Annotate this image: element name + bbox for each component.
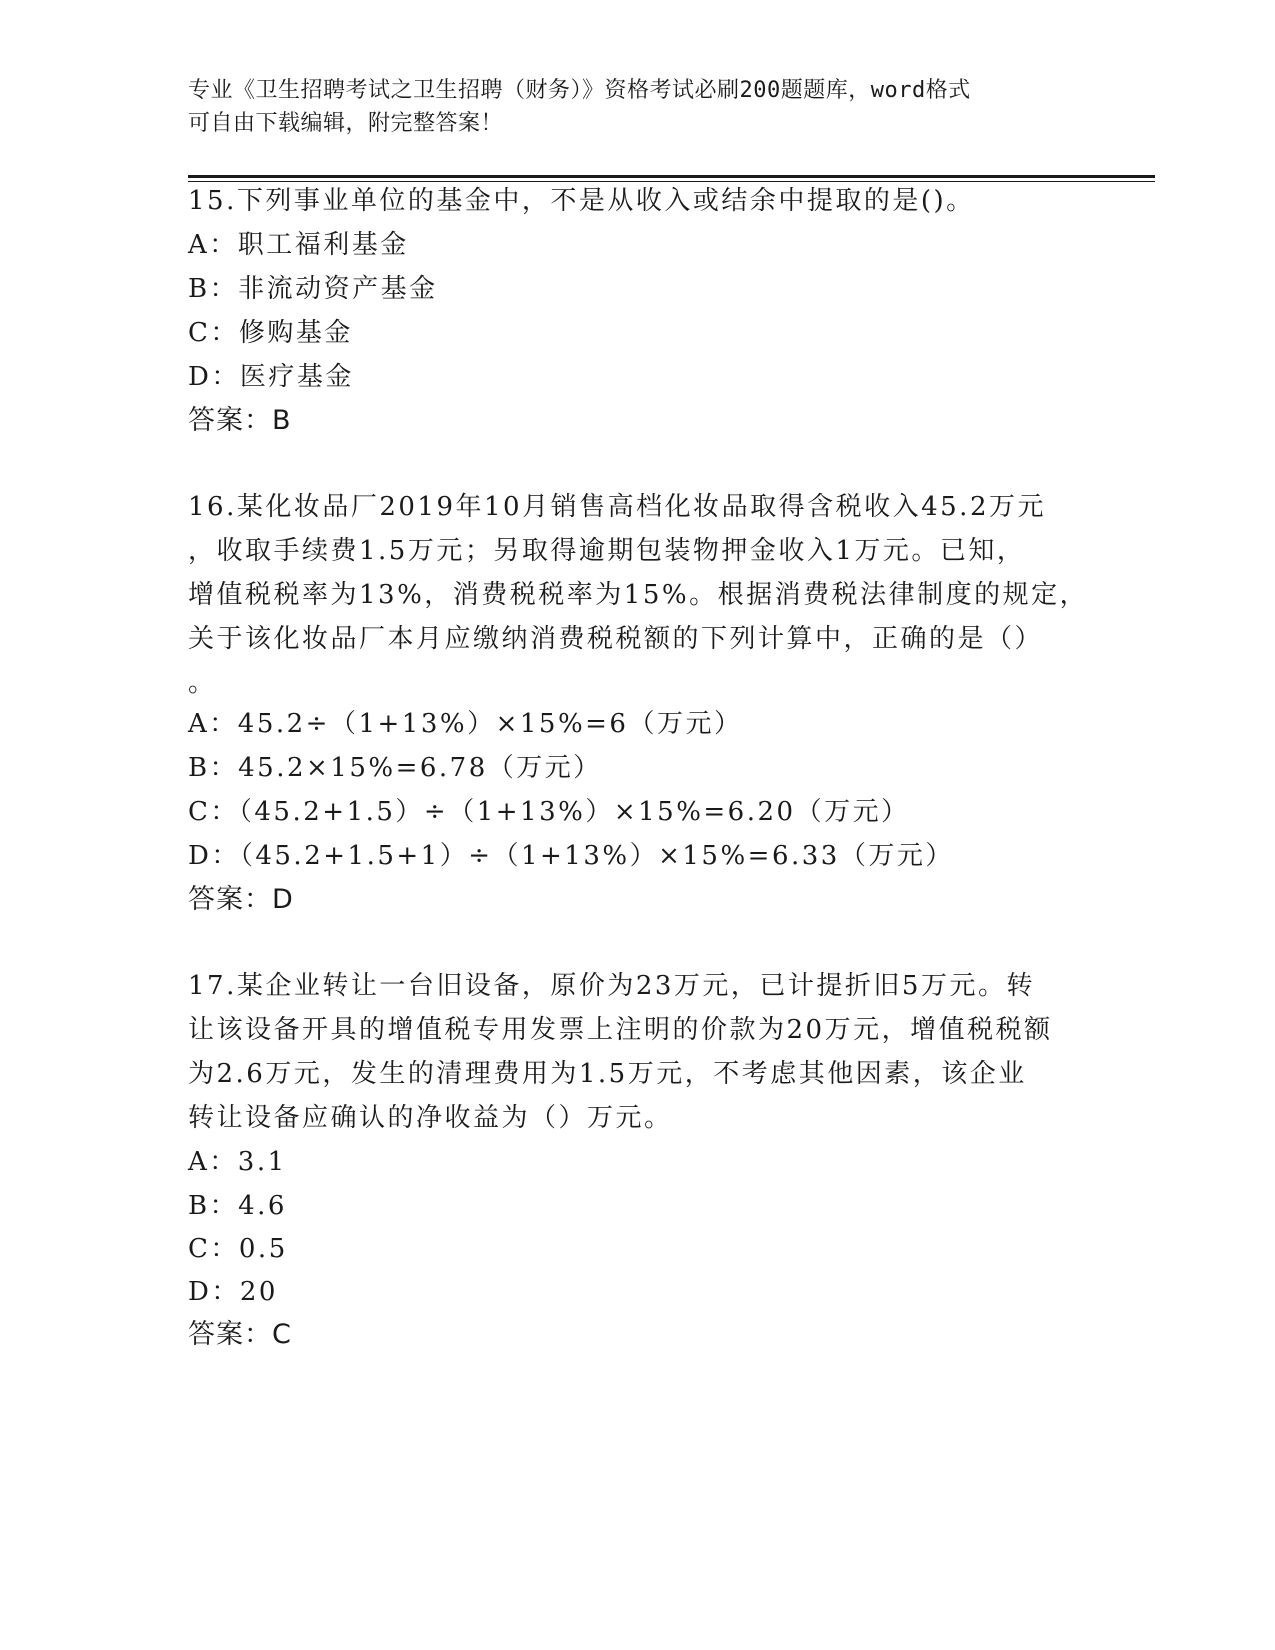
question-15-stem: 15.下列事业单位的基金中，不是从收入或结余中提取的是()。 [188,186,975,216]
question-15-option-b: B：非流动资产基金 [188,274,438,304]
question-15-option-c: C：修购基金 [188,318,353,348]
question-15-answer: 答案：B [188,405,292,436]
question-16-option-d: D：（45.2+1.5+1）÷（1+13%）×15%=6.33（万元） [188,841,954,871]
question-17-stem-line: 让该设备开具的增值税专用发票上注明的价款为20万元，增值税税额 [188,1015,1053,1045]
question-15-option-d: D：医疗基金 [188,362,354,392]
header-divider [188,175,1155,178]
question-17-option-c: C：0.5 [188,1234,288,1264]
question-16-answer: 答案：D [188,884,294,915]
question-17-option-d: D：20 [188,1277,278,1307]
document-header [188,74,1088,140]
question-16-stem-line: 关于该化妆品厂本月应缴纳消费税税额的下列计算中，正确的是（） [188,624,1044,654]
header-line: 专业《卫生招聘考试之卫生招聘（财务）》资格考试必刷200题题库，word格式 [188,78,971,103]
question-16-stem-line: 。 [188,668,217,698]
question-16-option-c: C：（45.2+1.5）÷（1+13%）×15%=6.20（万元） [188,797,910,827]
question-16-stem-line: 16.某化妆品厂2019年10月销售高档化妆品取得含税收入45.2万元 [188,492,1046,522]
question-17-answer: 答案：C [188,1319,292,1350]
question-16-option-a: A：45.2÷（1+13%）×15%=6（万元） [188,709,743,739]
question-17-stem-line: 转让设备应确认的净收益为（）万元。 [188,1103,673,1133]
question-16-stem-line: 增值税税率为13%，消费税税率为15%。根据消费税法律制度的规定， [188,580,1089,610]
header-line: 可自由下载编辑，附完整答案！ [188,111,504,136]
question-16-option-b: B：45.2×15%=6.78（万元） [188,753,602,783]
header-divider-thin [188,181,1155,182]
question-16-stem-line: ，收取手续费1.5万元；另取得逾期包装物押金收入1万元。已知， [188,536,1026,566]
question-17-option-b: B：4.6 [188,1191,287,1221]
question-17-stem-line: 为2.6万元，发生的清理费用为1.5万元，不考虑其他因素，该企业 [188,1059,1027,1089]
question-17-stem-line: 17.某企业转让一台旧设备，原价为23万元，已计提折旧5万元。转 [188,971,1035,1001]
question-17-option-a: A：3.1 [188,1147,287,1177]
question-15-option-a: A：职工福利基金 [188,230,409,260]
